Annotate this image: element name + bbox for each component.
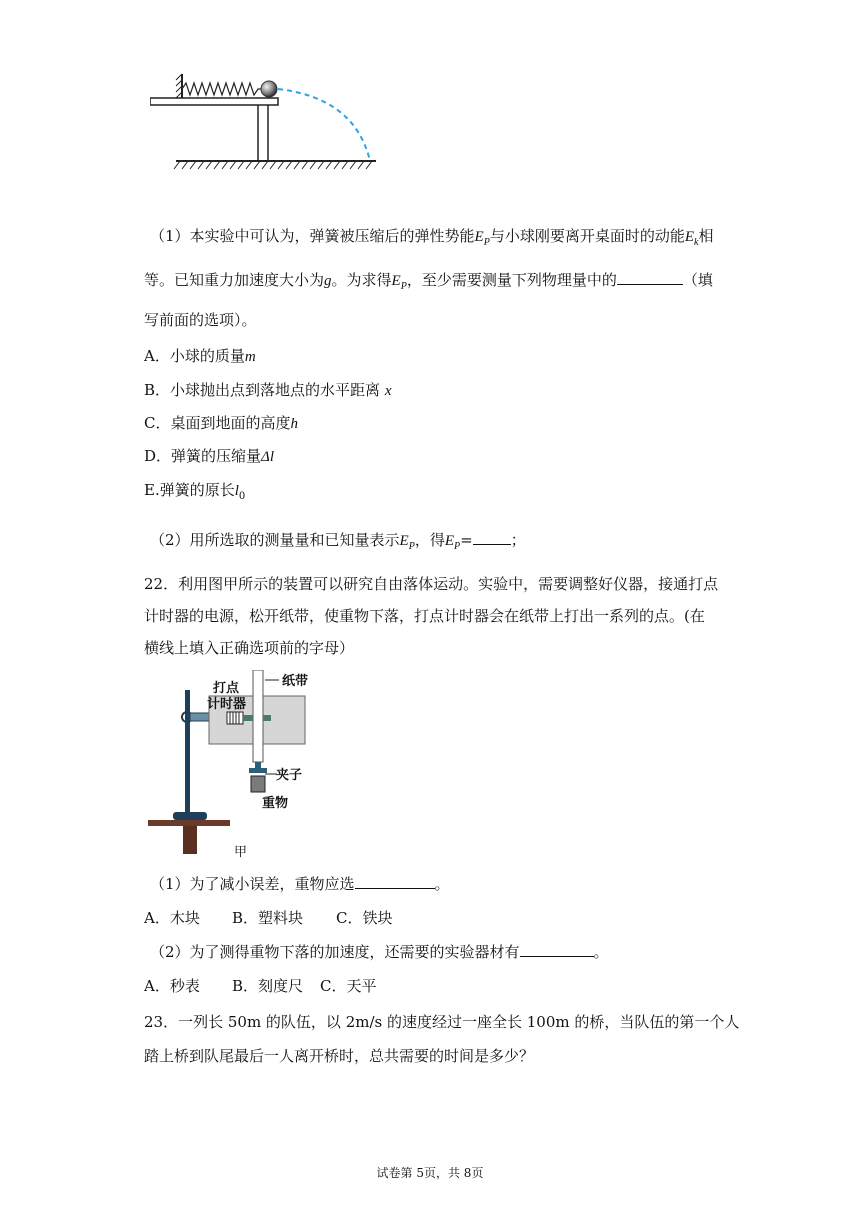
answer-blank[interactable] xyxy=(473,530,511,545)
symbol-P: P xyxy=(483,237,490,248)
answer-blank[interactable] xyxy=(355,874,435,889)
q22-part2-options xyxy=(144,976,376,996)
symbol-E: E xyxy=(399,533,409,549)
symbol-k: k xyxy=(694,237,699,248)
q22-part2 xyxy=(150,942,609,962)
text: （填 xyxy=(682,271,713,289)
text: （1）本实验中可认为，弹簧被压缩后的弹性势能 xyxy=(150,227,475,245)
text: 等。已知重力加速度大小为 xyxy=(144,271,325,289)
option-b[interactable]: B．刻度尺 xyxy=(232,977,304,995)
answer-blank[interactable] xyxy=(617,270,683,285)
q21-part2 xyxy=(150,530,526,557)
text: 。为求得 xyxy=(331,271,392,289)
tape-label: 纸带 xyxy=(282,674,309,689)
text: 相 xyxy=(698,227,714,245)
option-b[interactable]: B．塑料块 xyxy=(232,909,304,927)
q22-intro-line1: 22．利用图甲所示的装置可以研究自由落体运动。实验中，需要调整好仪器，接通打点 xyxy=(144,575,719,593)
option-d[interactable] xyxy=(144,446,274,467)
symbol-E: E xyxy=(444,533,455,549)
option-var: m xyxy=(244,349,256,365)
text: 与小球刚要离开桌面时的动能 xyxy=(489,227,685,245)
symbol-P: P xyxy=(408,541,415,552)
timer-label-line1: 打点 xyxy=(213,681,240,696)
spring-table-figure xyxy=(150,68,390,178)
text: （2）为了测得重物下落的加速度，还需要的实验器材有 xyxy=(150,943,520,961)
option-a[interactable]: A．木块 xyxy=(144,909,200,927)
text: 。 xyxy=(593,943,609,961)
q22-part1-options xyxy=(144,908,392,928)
figure-caption: 甲 xyxy=(234,845,248,860)
text: ，得 xyxy=(414,531,445,549)
symbol-P: P xyxy=(400,281,407,292)
q21-part1-line3: 写前面的选项）。 xyxy=(144,311,257,329)
symbol-E: E xyxy=(391,273,401,289)
q22-part1 xyxy=(150,874,450,894)
text: （2）用所选取的测量量和已知量表示 xyxy=(150,531,400,549)
text: 。 xyxy=(434,875,450,893)
symbol-E: E xyxy=(474,229,484,245)
option-e[interactable] xyxy=(144,480,245,507)
option-a[interactable]: A．秒表 xyxy=(144,977,200,995)
q22-intro-line3: 横线上填入正确选项前的字母） xyxy=(144,639,355,657)
option-var: Δl xyxy=(261,449,275,465)
timer-label-line2: 计时器 xyxy=(207,697,247,712)
option-sub: 0 xyxy=(238,491,246,502)
text: = xyxy=(460,531,473,549)
q22-intro-line2: 计时器的电源，松开纸带，使重物下落，打点计时器会在纸带上打出一系列的点。(在 xyxy=(144,607,705,625)
option-label: B．小球抛出点到落地点的水平距离 xyxy=(144,381,381,399)
text: ； xyxy=(510,531,526,549)
option-c[interactable]: C．天平 xyxy=(320,977,377,995)
option-var: h xyxy=(290,416,298,432)
option-var: l xyxy=(234,483,239,499)
symbol-E: E xyxy=(684,229,695,245)
weight-label: 重物 xyxy=(262,796,289,811)
option-var: x xyxy=(384,383,392,399)
option-label: E.弹簧的原长 xyxy=(144,481,235,499)
free-fall-apparatus-figure xyxy=(145,670,325,862)
clip-label: 夹子 xyxy=(276,768,303,783)
answer-blank[interactable] xyxy=(520,942,594,957)
option-c[interactable] xyxy=(144,413,298,434)
q23-line1: 23．一列长 50m 的队伍，以 2m/s 的速度经过一座全长 100m 的桥，当队伍的第一个人 xyxy=(144,1013,740,1031)
q21-part1-line2 xyxy=(144,270,713,297)
text: ，至少需要测量下列物理量中的 xyxy=(406,271,617,289)
text: （1）为了减小误差，重物应选 xyxy=(150,875,355,893)
page-footer: 试卷第 5页，共 8页 xyxy=(376,1166,484,1180)
option-b[interactable] xyxy=(144,380,391,401)
symbol-g: g xyxy=(324,273,332,289)
q21-part1-line1 xyxy=(150,226,713,253)
option-label: C．桌面到地面的高度 xyxy=(144,414,291,432)
option-label: D．弹簧的压缩量 xyxy=(144,447,262,465)
option-label: A．小球的质量 xyxy=(144,347,245,365)
option-c[interactable]: C．铁块 xyxy=(336,909,393,927)
q23-line2: 踏上桥到队尾最后一人离开桥时，总共需要的时间是多少？ xyxy=(144,1047,535,1065)
symbol-P: P xyxy=(454,541,461,552)
option-a[interactable] xyxy=(144,346,256,367)
